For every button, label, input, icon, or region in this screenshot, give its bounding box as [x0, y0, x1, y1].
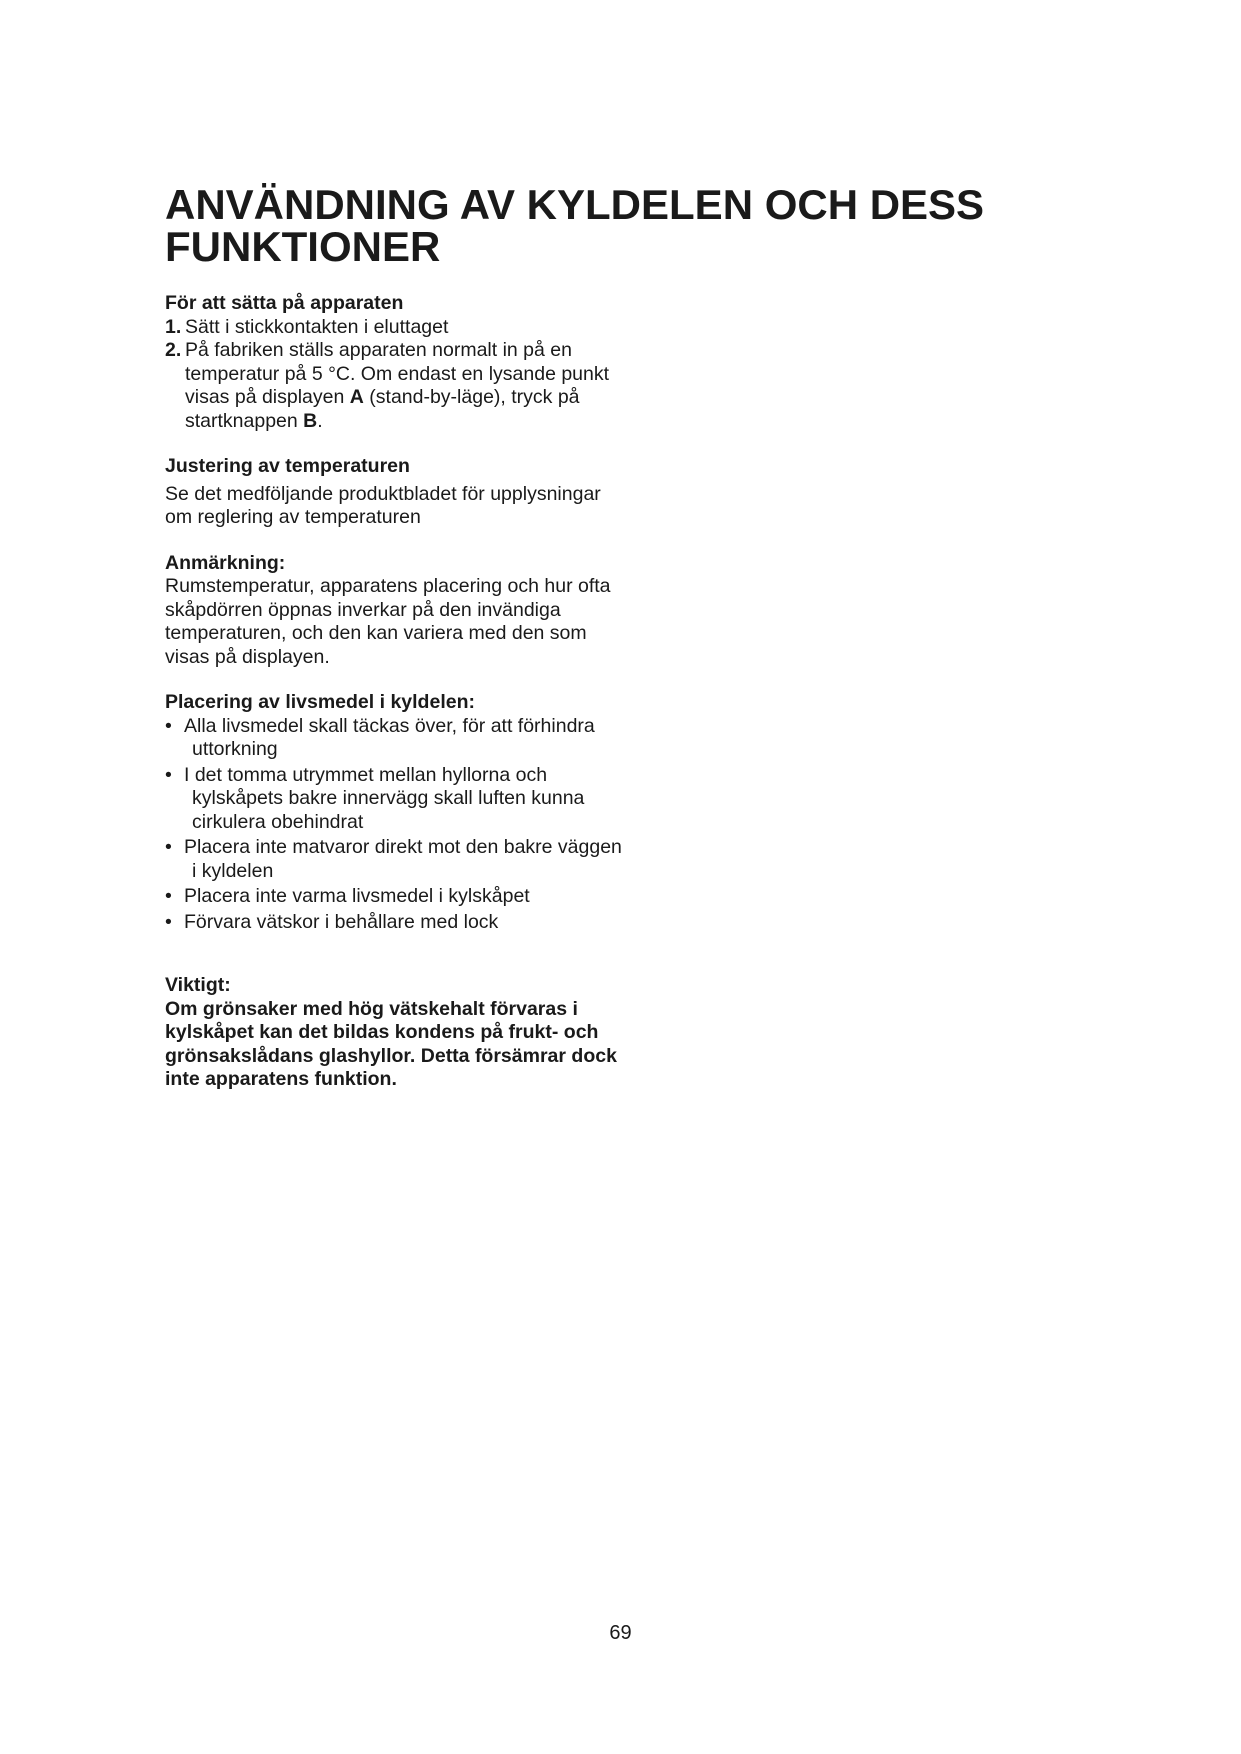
- section-important-text: Om grönsaker med hög vätskehalt förvaras i kylskåpet kan det bildas kondens på frukt- och grönsakslådans glashyllor. Detta försämrar dock inte apparatens funktion.: [165, 997, 617, 1090]
- list-item: • I det tomma utrymmet mellan hyllorna och kylskåpets bakre innervägg skall luften kunna cirkulera obehindrat: [165, 764, 625, 835]
- display-label: A: [349, 386, 364, 408]
- start-step-2: [165, 339, 625, 433]
- page-title: [165, 181, 1065, 270]
- page-title-line-2: FUNKTIONER: [165, 223, 441, 270]
- section-note-text: Rumstemperatur, apparatens placering och hur ofta skåpdörren öppnas inverkar på den invändiga temperaturen, och den kan variera med den som visas på displayen.: [165, 575, 611, 668]
- page-number: 69: [609, 1622, 632, 1644]
- start-steps-list: [165, 316, 625, 434]
- list-item: • Placera inte matvaror direkt mot den bakre väggen i kyldelen: [165, 836, 625, 883]
- placement-list: [165, 715, 625, 935]
- step-number: 1.: [165, 315, 182, 338]
- section-important: [165, 974, 625, 1092]
- page-title-line-1: ANVÄNDNING AV KYLDELEN OCH DESS: [165, 181, 985, 228]
- list-item: • Placera inte varma livsmedel i kylskåpet: [165, 885, 625, 909]
- section-placement-heading: Placering av livsmedel i kyldelen:: [165, 691, 475, 713]
- list-item: • Förvara vätskor i behållare med lock: [165, 911, 625, 935]
- section-temperature-heading: Justering av temperaturen: [165, 455, 410, 477]
- step-text-part: (stand-by-läge), tryck på startknappen: [185, 386, 580, 432]
- section-start: [165, 292, 625, 433]
- section-note-heading: Anmärkning:: [165, 551, 286, 574]
- start-button-label: B: [303, 409, 318, 432]
- start-step-1: [165, 316, 625, 340]
- step-text-part: .: [317, 409, 323, 432]
- list-item: • Alla livsmedel skall täckas över, för att förhindra uttorkning: [165, 715, 625, 762]
- section-placement: [165, 691, 625, 934]
- section-temperature-text: Se det medföljande produktbladet för upplysningar om reglering av temperaturen: [165, 482, 601, 528]
- step-text: Sätt i stickkontakten i eluttaget: [185, 315, 449, 338]
- main-content: [165, 292, 625, 1092]
- step-text-part: På fabriken ställs apparaten normalt in på en temperatur på 5 °C. Om endast en lysande punkt visas på displayen: [185, 339, 610, 408]
- section-temperature: [165, 455, 625, 530]
- section-important-heading: Viktigt:: [165, 974, 231, 996]
- section-note: [165, 552, 625, 670]
- section-start-heading: För att sätta på apparaten: [165, 292, 404, 314]
- step-number: 2.: [165, 339, 182, 361]
